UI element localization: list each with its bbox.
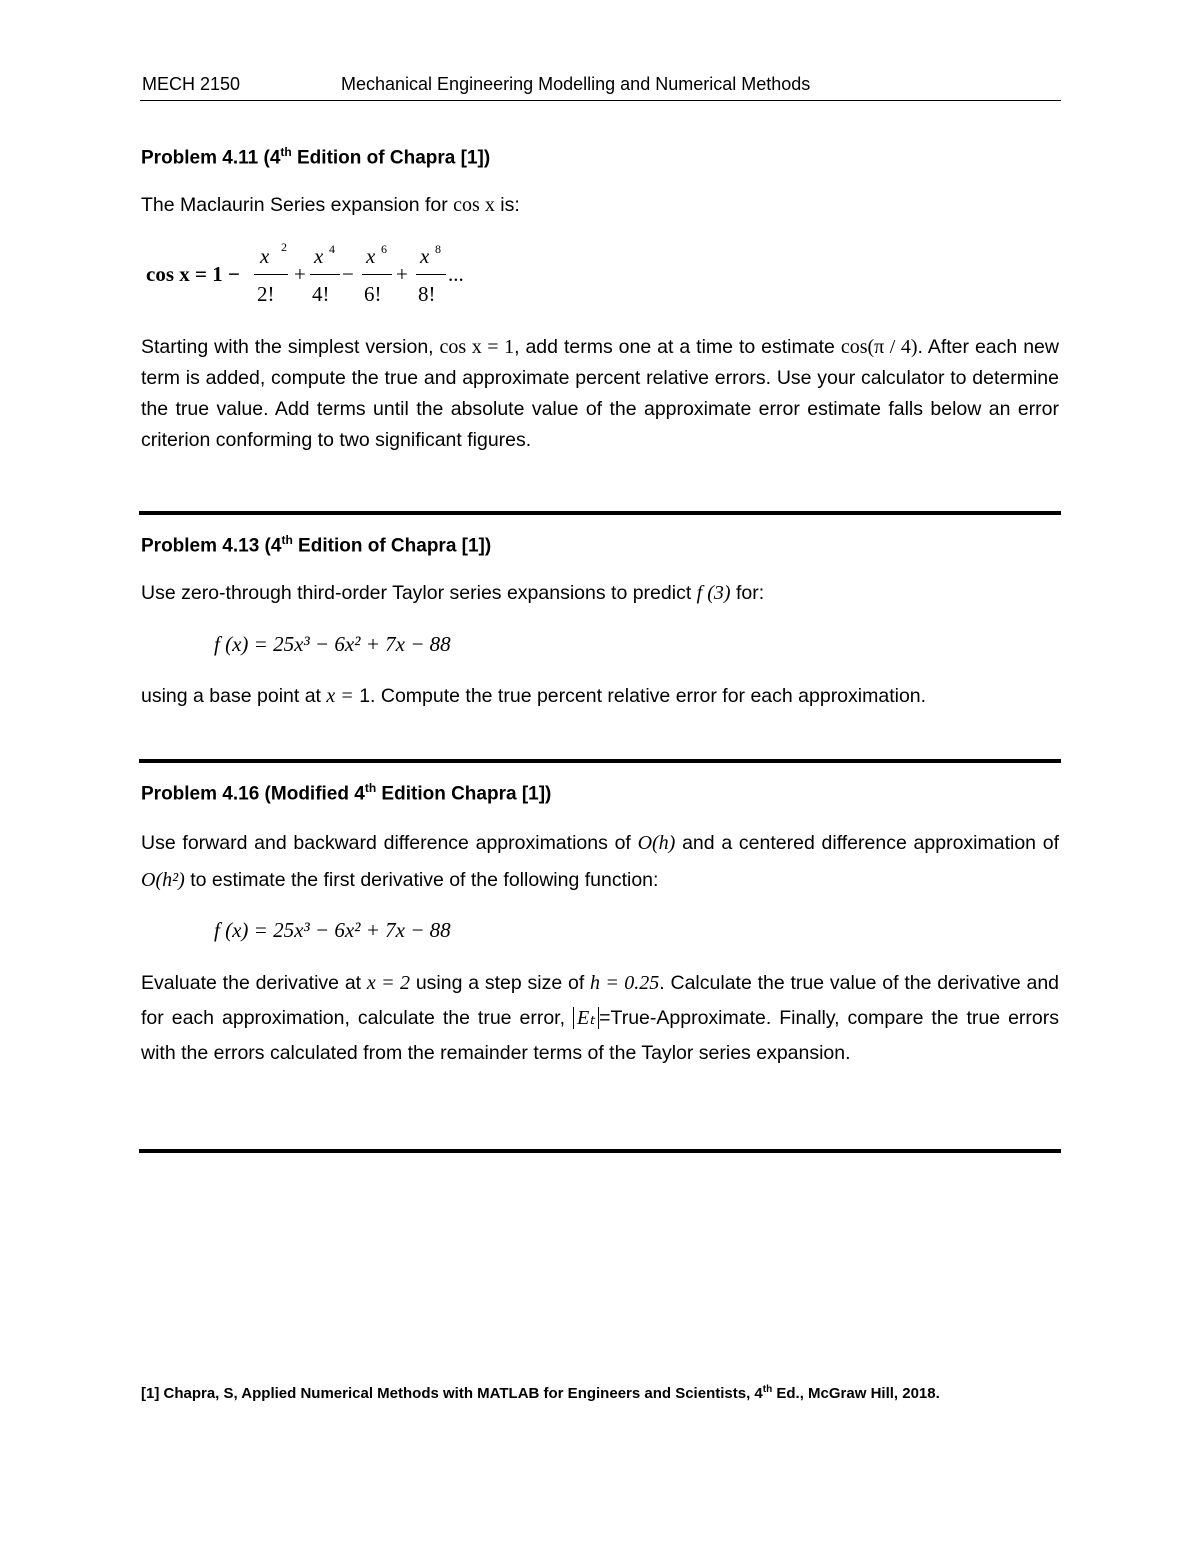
inline-math: h = 0.25 <box>590 972 660 994</box>
page-header <box>140 74 1061 101</box>
section-divider <box>139 1149 1061 1153</box>
term-exponent: 2 <box>281 240 287 254</box>
body-text: Evaluate the derivative at <box>141 972 362 994</box>
title-text: Problem 4.11 (4 <box>141 147 281 169</box>
problem-4-13-intro <box>141 578 1059 609</box>
intro-text: Use forward and backward difference approximations of <box>141 832 631 854</box>
problem-4-13-body <box>141 681 1059 712</box>
problem-4-16-title <box>141 781 551 805</box>
title-text: Problem 4.16 (Modified 4 <box>141 783 365 805</box>
title-text: Problem 4.13 (4 <box>141 535 282 557</box>
inline-math: cos x <box>453 194 495 216</box>
true-error-symbol: Eₜ <box>573 1007 599 1029</box>
title-sup: th <box>280 145 292 159</box>
term-numerator: x <box>366 244 376 268</box>
body-text: . Calculate the true value of the derivative and for each approximation, calculate the true error, <box>141 972 1060 1029</box>
fraction-bar <box>254 274 288 275</box>
title-text: Edition of Chapra [1]) <box>292 535 492 557</box>
footnote-sup: th <box>762 1384 773 1395</box>
title-text: Edition of Chapra [1]) <box>291 147 491 169</box>
term-numerator: x <box>420 244 430 268</box>
intro-text: for: <box>735 582 765 604</box>
intro-text: is: <box>500 194 520 216</box>
inline-math: O(h²) <box>141 869 185 891</box>
inline-math: x = <box>326 685 354 707</box>
body-text: using a base point at <box>141 685 321 707</box>
footnote-text: [1] Chapra, S, Applied Numerical Methods with MATLAB for Engineers and Scientists, 4 <box>141 1385 763 1402</box>
intro-text: to estimate the first derivative of the following function: <box>190 869 659 891</box>
title-text: Edition Chapra [1]) <box>376 783 552 805</box>
polynomial-equation: f (x) = 25x³ − 6x² + 7x − 88 <box>214 632 451 656</box>
course-code: MECH 2150 <box>142 74 241 94</box>
body-text: Starting with the simplest version, <box>141 336 434 358</box>
problem-4-11-intro <box>141 190 1059 221</box>
intro-text: and a centered difference approximation of <box>682 832 1060 854</box>
reference-footnote <box>141 1384 940 1402</box>
body-text: using a step size of <box>415 972 585 994</box>
intro-text: The Maclaurin Series expansion for <box>141 194 448 216</box>
polynomial-equation: f (x) = 25x³ − 6x² + 7x − 88 <box>214 918 451 942</box>
operator: + <box>294 262 306 286</box>
term-denominator: 4! <box>312 282 330 306</box>
footnote-text: Ed., McGraw Hill, 2018. <box>772 1385 940 1402</box>
term-numerator: x <box>260 244 270 268</box>
title-sup: th <box>281 533 293 547</box>
series-lhs: cos x = 1 − <box>146 262 240 286</box>
inline-math: O(h) <box>637 832 676 854</box>
fraction-bar <box>310 274 340 275</box>
term-denominator: 2! <box>257 282 275 306</box>
term-exponent: 4 <box>329 242 335 256</box>
term-exponent: 6 <box>381 242 387 256</box>
intro-text: Use zero-through third-order Taylor series expansions to predict <box>141 582 692 604</box>
term-numerator: x <box>314 244 324 268</box>
course-title: Mechanical Engineering Modelling and Numerical Methods <box>341 74 811 94</box>
term-denominator: 8! <box>418 282 436 306</box>
maclaurin-series-equation <box>146 238 486 310</box>
ellipsis: ... <box>448 262 464 286</box>
title-sup: th <box>364 781 377 795</box>
problem-4-11-body <box>141 332 1059 456</box>
operator: − <box>342 262 354 286</box>
fraction-bar <box>416 274 446 275</box>
operator: + <box>396 262 408 286</box>
body-text: . After each new term is added, compute the true and approximate percent relative errors. Use your calculator to determine the true value. Add terms until the absolute value of the approximate error estimate falls below an error criterion conforming to two significant figures. <box>141 336 1059 451</box>
body-text: , add terms one at a time to estimate <box>514 336 835 358</box>
inline-math: x = 2 <box>366 972 411 994</box>
problem-4-16-body <box>141 966 1059 1071</box>
term-denominator: 6! <box>364 282 382 306</box>
problem-4-16-intro <box>141 825 1059 899</box>
problem-4-11-title <box>141 145 490 169</box>
body-text: 1. Compute the true percent relative error for each approximation. <box>359 685 927 707</box>
inline-math: cos(π / 4) <box>840 336 918 358</box>
body-text: =True-Approximate. Finally, compare the true errors with the errors calculated from the remainder terms of the Taylor series expansion. <box>141 1007 1060 1064</box>
inline-math: cos x = 1 <box>439 336 515 358</box>
problem-4-13-title <box>141 533 491 557</box>
section-divider <box>139 759 1061 763</box>
inline-math: f (3) <box>696 582 731 604</box>
section-divider <box>139 511 1061 515</box>
fraction-bar <box>362 274 392 275</box>
term-exponent: 8 <box>435 242 441 256</box>
